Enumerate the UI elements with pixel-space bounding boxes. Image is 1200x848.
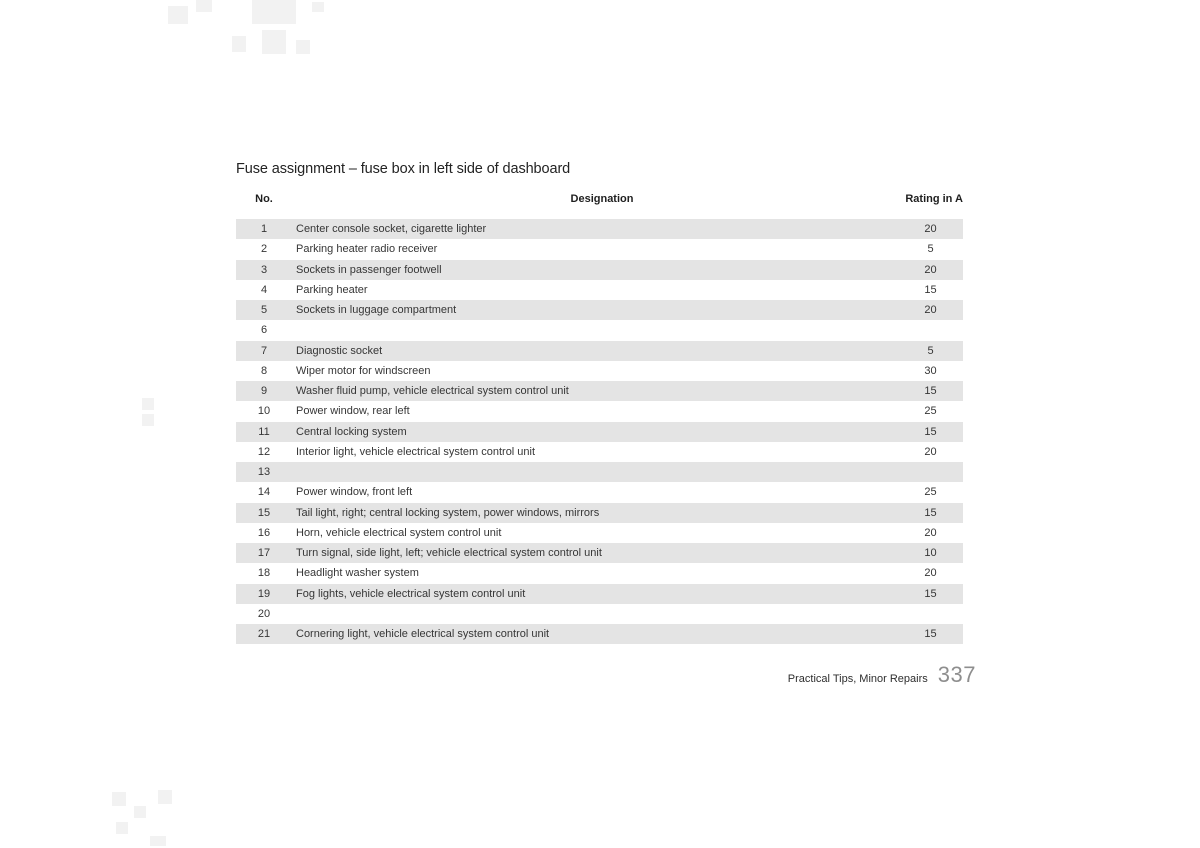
table-row: [236, 320, 963, 340]
row-number: 7: [260, 344, 268, 357]
table-row: [236, 422, 963, 442]
row-rating: 20: [924, 526, 937, 539]
row-designation: Sockets in luggage compartment: [296, 304, 457, 316]
row-designation: Center console socket, cigarette lighter: [296, 223, 487, 235]
table-row: [236, 442, 963, 462]
row-number: 17: [257, 547, 271, 559]
row-designation: Washer fluid pump, vehicle electrical system control unit: [296, 385, 569, 397]
table-row: [236, 462, 963, 482]
row-rating: 20: [924, 263, 937, 276]
row-number: 4: [260, 283, 268, 296]
table-row: [236, 482, 963, 502]
row-rating: 15: [924, 385, 937, 397]
row-rating: 15: [924, 628, 937, 640]
table-row: [236, 361, 963, 381]
table-row: [236, 381, 963, 401]
row-number: 18: [257, 567, 271, 580]
page-footer: [788, 662, 976, 688]
row-designation: Diagnostic socket: [296, 344, 383, 357]
row-designation: Interior light, vehicle electrical system control unit: [296, 445, 536, 458]
table-row: [236, 239, 963, 259]
table-row: [236, 523, 963, 543]
page-title: Fuse assignment – fuse box in left side of dashboard: [236, 161, 571, 177]
row-number: 10: [257, 405, 271, 418]
row-number: 20: [257, 607, 271, 620]
row-rating: 25: [924, 405, 937, 418]
row-number: 21: [257, 628, 271, 640]
row-rating: 20: [924, 567, 937, 580]
row-designation: Central locking system: [296, 425, 407, 438]
row-number: 19: [257, 587, 271, 600]
row-number: 2: [260, 243, 268, 256]
row-designation: Turn signal, side light, left; vehicle electrical system control unit: [296, 547, 602, 559]
row-number: 5: [260, 304, 268, 316]
row-number: 3: [260, 263, 268, 276]
row-number: 9: [260, 385, 268, 397]
row-rating: 20: [924, 445, 937, 458]
row-rating: 15: [924, 283, 937, 296]
row-designation: Parking heater radio receiver: [296, 243, 438, 256]
table-row: [236, 543, 963, 563]
col-header-rating: Rating in A: [905, 193, 963, 205]
fuse-table: [236, 192, 963, 644]
row-rating: 10: [924, 547, 937, 559]
footer-section-label: Practical Tips, Minor Repairs: [787, 673, 928, 685]
row-rating: 5: [927, 243, 934, 256]
table-row: [236, 401, 963, 421]
table-row: [236, 563, 963, 583]
row-number: 8: [260, 364, 268, 377]
table-row: [236, 280, 963, 300]
row-rating: 25: [924, 486, 937, 499]
table-header-row: [236, 192, 963, 206]
table-row: [236, 604, 963, 624]
footer-page-number: 337: [937, 662, 976, 687]
row-number: 12: [257, 445, 271, 458]
row-designation: Fog lights, vehicle electrical system control unit: [296, 587, 526, 600]
col-header-designation: Designation: [570, 193, 634, 205]
table-row: [236, 503, 963, 523]
row-designation: Power window, front left: [296, 486, 413, 499]
row-number: 15: [257, 506, 271, 519]
row-number: 11: [258, 425, 270, 438]
row-designation: Power window, rear left: [296, 405, 410, 418]
row-designation: Wiper motor for windscreen: [296, 364, 431, 377]
table-row: [236, 341, 963, 361]
table-row: [236, 624, 963, 644]
row-rating: 20: [924, 304, 937, 316]
row-number: 13: [257, 466, 271, 478]
row-designation: Tail light, right; central locking system, power windows, mirrors: [296, 506, 600, 519]
row-number: 16: [257, 526, 271, 539]
row-designation: Cornering light, vehicle electrical system control unit: [296, 628, 550, 640]
row-designation: Parking heater: [296, 283, 368, 296]
table-body: [236, 219, 963, 644]
row-rating: 5: [927, 344, 934, 357]
table-row: [236, 260, 963, 280]
row-number: 14: [257, 486, 271, 499]
row-designation: Horn, vehicle electrical system control unit: [296, 526, 502, 539]
row-rating: 20: [924, 223, 937, 235]
row-rating: 15: [924, 506, 937, 519]
table-row: [236, 219, 963, 239]
col-header-no: No.: [255, 193, 273, 205]
row-number: 1: [260, 223, 268, 235]
row-rating: 15: [924, 587, 937, 600]
row-rating: 15: [924, 425, 937, 438]
table-row: [236, 584, 963, 604]
row-designation: Headlight washer system: [296, 567, 419, 580]
row-number: 6: [260, 324, 268, 337]
row-rating: 30: [924, 364, 937, 377]
table-row: [236, 300, 963, 320]
row-designation: Sockets in passenger footwell: [296, 263, 442, 276]
